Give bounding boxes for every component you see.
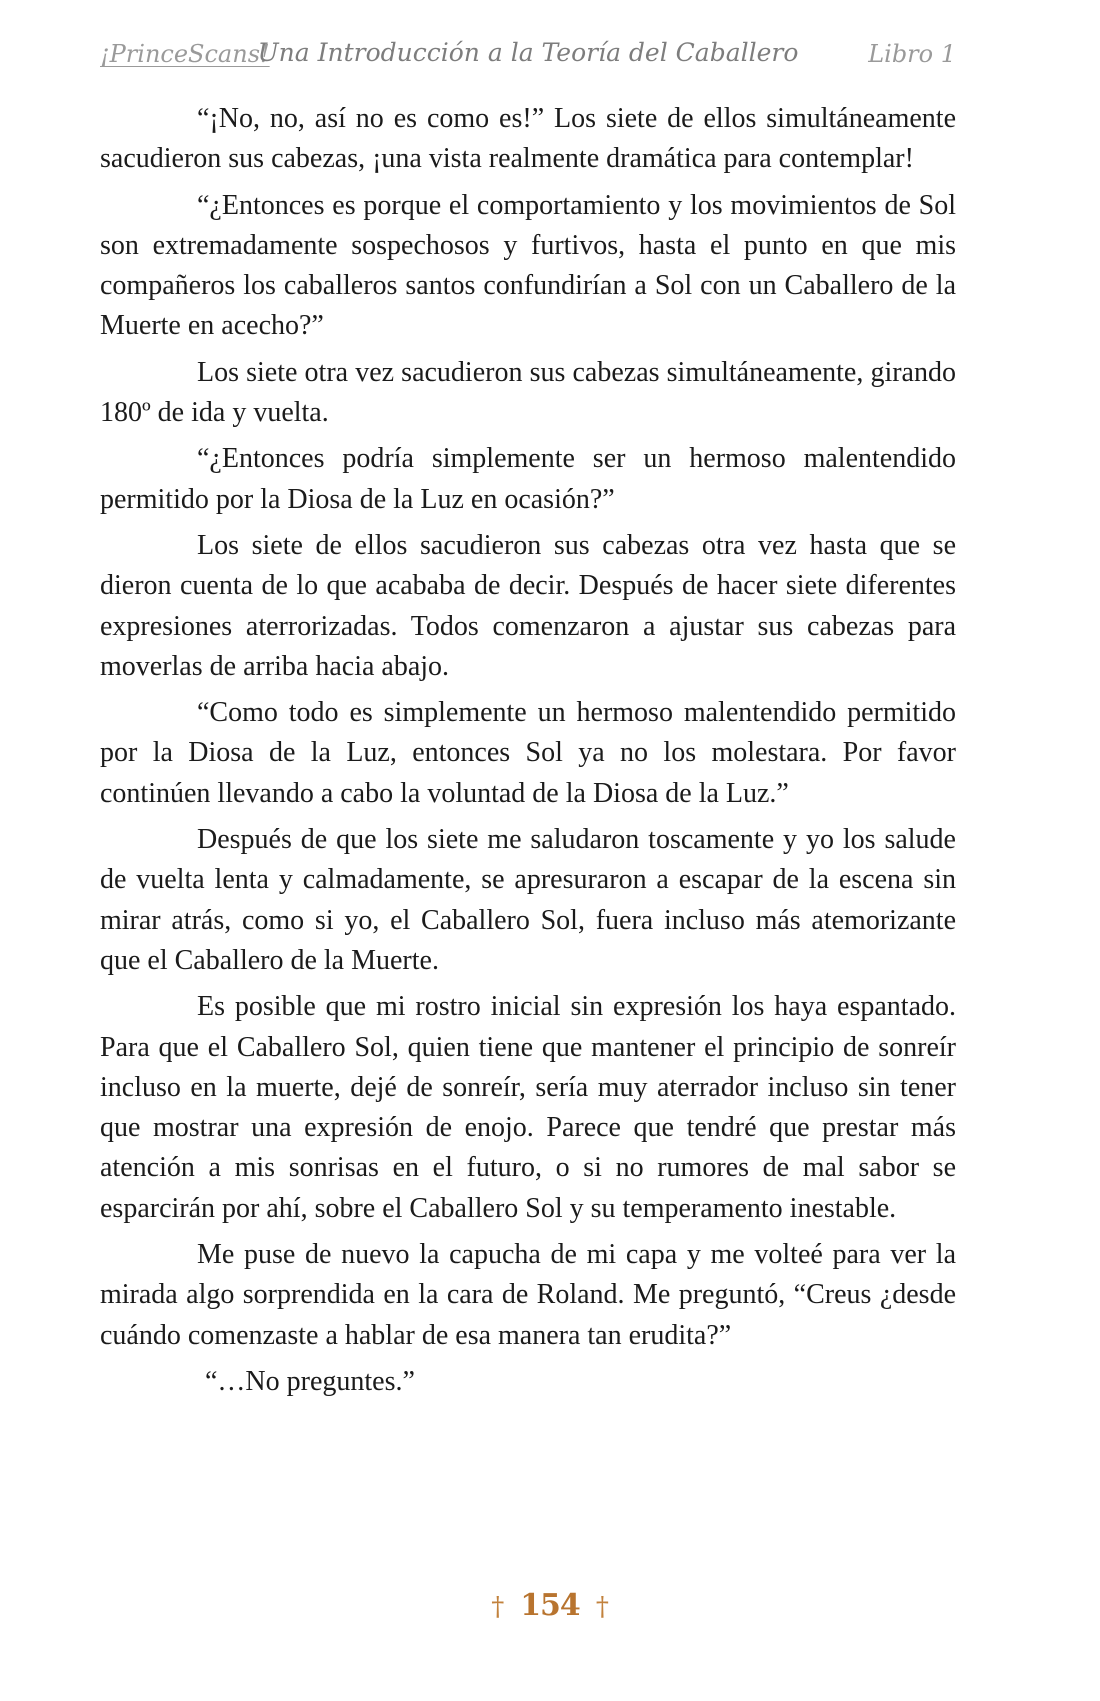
page-footer <box>0 1588 1100 1623</box>
running-header <box>100 38 956 78</box>
paragraph: “Como todo es simplemente un hermoso malentendido permitido por la Diosa de la Luz, entonces Sol ya no los molestara. Por favor continúen llevando a cabo la voluntad de la Diosa de la Luz.” <box>100 697 956 809</box>
paragraph: Los siete de ellos sacudieron sus cabezas otra vez hasta que se dieron cuenta de lo que acababa de decir. Después de hacer siete diferentes expresiones aterrorizadas. Todos comenzaron a ajustar sus cabezas para moverlas de arriba hacia abajo. <box>100 529 956 682</box>
paragraph: “…No preguntes.” <box>205 1365 415 1397</box>
paragraph: Es posible que mi rostro inicial sin expresión los haya espantado. Para que el Caballero Sol, quien tiene que mantener el principio de sonreír incluso en la muerte, dejé de sonreír, sería muy aterrador incluso sin tener que mostrar una expresión de enojo. Parece que tendré que prestar más atención a mis sonrisas en el futuro, o si no rumores de mal sabor se esparcirán por ahí, sobre el Caballero Sol y su temperamento inestable. <box>100 991 956 1224</box>
body-text <box>100 99 956 1408</box>
paragraph: Los siete otra vez sacudieron sus cabezas simultáneamente, girando 180º de ida y vuelta. <box>100 356 956 429</box>
page-number: 154 <box>520 1588 580 1623</box>
dagger-ornament-icon: † <box>595 1592 609 1622</box>
dagger-ornament-icon: † <box>491 1592 505 1622</box>
header-volume: Libro 1 <box>868 40 956 68</box>
header-book-title: Una Introducción a la Teoría del Caballero <box>257 38 799 67</box>
paragraph: “¡No, no, así no es como es!” Los siete de ellos simultáneamente sacudieron sus cabezas, ¡una vista realmente dramática para contemplar! <box>100 103 956 175</box>
paragraph: “¿Entonces es porque el comportamiento y los movimientos de Sol son extremadamente sospechosos y furtivos, hasta el punto en que mis compañeros los caballeros santos confundirían a Sol con un Caballero de la Muerte en acecho?” <box>100 189 956 342</box>
header-scanlation-group: ¡PrinceScans! <box>100 40 270 68</box>
paragraph: “¿Entonces podría simplemente ser un hermoso malentendido permitido por la Diosa de la Luz en ocasión?” <box>100 443 956 515</box>
paragraph: Me puse de nuevo la capucha de mi capa y me volteé para ver la mirada algo sorprendida en la cara de Roland. Me preguntó, “Creus ¿desde cuándo comenzaste a hablar de esa manera tan erudita?” <box>100 1239 956 1351</box>
paragraph: Después de que los siete me saludaron toscamente y yo los salude de vuelta lenta y calmadamente, se apresuraron a escapar de la escena sin mirar atrás, como si yo, el Caballero Sol, fuera incluso más atemorizante que el Caballero de la Muerte. <box>100 824 956 976</box>
